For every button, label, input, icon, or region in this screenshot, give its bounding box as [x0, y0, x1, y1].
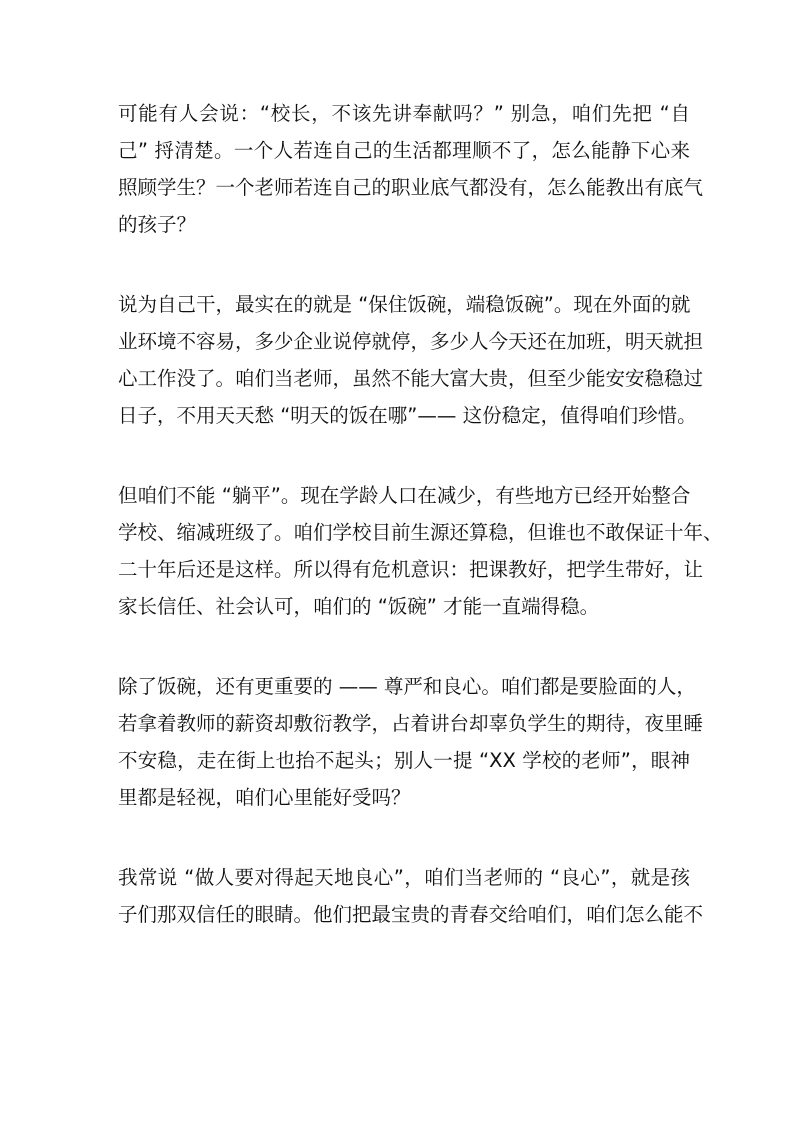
paragraph-2 [118, 286, 704, 434]
text-line: 照顾学生？一个老师若连自己的职业底气都没有，怎么能教出有底气 [118, 176, 704, 199]
text-line: 除了饭碗，还有更重要的 —— 尊严和良心。咱们都是要脸面的人， [118, 675, 696, 698]
paragraph-3 [118, 477, 723, 625]
paragraph-4 [118, 668, 704, 816]
text-line: 心工作没了。咱们当老师，虽然不能大富大贵，但至少能安安稳稳过 [118, 367, 704, 390]
text-line: 我常说 “做人要对得起天地良心”，咱们当老师的 “良心”，就是孩 [118, 866, 690, 889]
document-body [118, 95, 723, 976]
text-line: 己” 捋清楚。一个人若连自己的生活都理顺不了，怎么能静下心来 [118, 139, 690, 162]
text-line: 可能有人会说：“校长，不该先讲奉献吗？” 别急，咱们先把 “自 [118, 102, 690, 125]
text-line: 但咱们不能 “躺平”。现在学龄人口在减少，有些地方已经开始整合 [118, 484, 691, 507]
paragraph-1 [118, 95, 704, 243]
text-line: 业环境不容易，多少企业说停就停，多少人今天还在加班，明天就担 [118, 330, 704, 353]
text-line: 里都是轻视，咱们心里能好受吗？ [118, 786, 411, 809]
text-line: 二十年后还是这样。所以得有危机意识：把课教好，把学生带好，让 [118, 558, 704, 581]
text-line: 学校、缩减班级了。咱们学校目前生源还算稳，但谁也不敢保证十年、 [118, 521, 723, 544]
text-line: 日子，不用天天愁 “明天的饭在哪”—— 这份稳定，值得咱们珍惜。 [118, 404, 697, 427]
text-line: 子们那双信任的眼睛。他们把最宝贵的青春交给咱们，咱们怎么能不 [118, 903, 704, 926]
text-line: 说为自己干，最实在的就是 “保住饭碗，端稳饭碗”。现在外面的就 [118, 293, 691, 316]
paragraph-5 [118, 859, 704, 933]
text-line: 的孩子？ [118, 213, 197, 236]
text-line: 不安稳，走在街上也抬不起头；别人一提 “XX 学校的老师”，眼神 [118, 749, 690, 772]
text-line: 家长信任、社会认可，咱们的 “饭碗” 才能一直端得稳。 [118, 595, 600, 618]
text-line: 若拿着教师的薪资却敷衍教学，占着讲台却辜负学生的期待，夜里睡 [118, 712, 704, 735]
